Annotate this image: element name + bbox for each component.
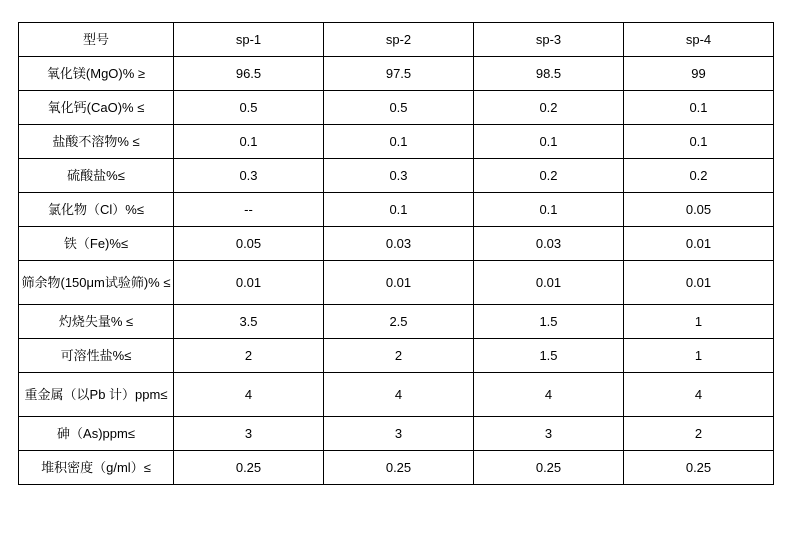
row-label: 氧化镁(MgO)% ≥	[19, 57, 174, 91]
table-row	[19, 451, 774, 485]
row-value: 2.5	[324, 305, 474, 339]
row-value: 4	[324, 373, 474, 417]
header-cell-model: 型号	[19, 23, 174, 57]
row-label: 盐酸不溶物% ≤	[19, 125, 174, 159]
table-row	[19, 339, 774, 373]
row-value: 0.1	[474, 193, 624, 227]
row-value: 0.25	[174, 451, 324, 485]
row-label: 重金属（以Pb 计）ppm≤	[19, 373, 174, 417]
row-value: 0.01	[624, 261, 774, 305]
row-value: 96.5	[174, 57, 324, 91]
row-value: 0.03	[324, 227, 474, 261]
header-cell-sp2: sp-2	[324, 23, 474, 57]
row-value: 0.05	[624, 193, 774, 227]
row-value: 2	[174, 339, 324, 373]
row-label: 硫酸盐%≤	[19, 159, 174, 193]
row-value: 0.3	[174, 159, 324, 193]
row-value: 0.25	[324, 451, 474, 485]
row-value: 0.01	[624, 227, 774, 261]
row-value: 0.1	[174, 125, 324, 159]
row-label: 可溶性盐%≤	[19, 339, 174, 373]
row-value: 2	[324, 339, 474, 373]
row-label: 堆积密度（g/ml）≤	[19, 451, 174, 485]
row-value: 3	[174, 417, 324, 451]
row-value: 0.01	[474, 261, 624, 305]
row-value: 1.5	[474, 339, 624, 373]
row-value: 0.5	[324, 91, 474, 125]
row-value: 2	[624, 417, 774, 451]
row-label: 氧化钙(CaO)% ≤	[19, 91, 174, 125]
row-value: 0.2	[624, 159, 774, 193]
header-cell-sp4: sp-4	[624, 23, 774, 57]
row-value: 0.1	[324, 193, 474, 227]
row-value: 0.01	[324, 261, 474, 305]
row-value: --	[174, 193, 324, 227]
spec-table-container	[18, 22, 773, 485]
table-row	[19, 261, 774, 305]
table-row	[19, 125, 774, 159]
table-row	[19, 305, 774, 339]
row-value: 1	[624, 339, 774, 373]
table-row	[19, 159, 774, 193]
row-value: 4	[174, 373, 324, 417]
row-value: 4	[624, 373, 774, 417]
row-label: 灼烧失量% ≤	[19, 305, 174, 339]
row-value: 0.2	[474, 159, 624, 193]
specification-table	[18, 22, 774, 485]
table-row	[19, 57, 774, 91]
row-value: 0.3	[324, 159, 474, 193]
row-value: 1	[624, 305, 774, 339]
row-value: 98.5	[474, 57, 624, 91]
row-value: 0.2	[474, 91, 624, 125]
row-value: 0.01	[174, 261, 324, 305]
row-value: 0.05	[174, 227, 324, 261]
row-value: 0.5	[174, 91, 324, 125]
row-value: 0.25	[624, 451, 774, 485]
table-row	[19, 91, 774, 125]
header-cell-sp1: sp-1	[174, 23, 324, 57]
row-label: 氯化物（Cl）%≤	[19, 193, 174, 227]
row-value: 0.03	[474, 227, 624, 261]
table-row	[19, 417, 774, 451]
row-value: 0.1	[474, 125, 624, 159]
row-label: 铁（Fe)%≤	[19, 227, 174, 261]
row-value: 4	[474, 373, 624, 417]
row-label: 砷（As)ppm≤	[19, 417, 174, 451]
row-value: 0.25	[474, 451, 624, 485]
table-row	[19, 373, 774, 417]
row-value: 3	[474, 417, 624, 451]
row-value: 99	[624, 57, 774, 91]
row-value: 3	[324, 417, 474, 451]
row-value: 0.1	[624, 125, 774, 159]
table-row	[19, 227, 774, 261]
row-value: 3.5	[174, 305, 324, 339]
header-cell-sp3: sp-3	[474, 23, 624, 57]
row-value: 1.5	[474, 305, 624, 339]
table-row	[19, 193, 774, 227]
row-value: 97.5	[324, 57, 474, 91]
row-value: 0.1	[324, 125, 474, 159]
row-value: 0.1	[624, 91, 774, 125]
row-label: 筛余物(150μm试验筛)% ≤	[19, 261, 174, 305]
table-header-row	[19, 23, 774, 57]
